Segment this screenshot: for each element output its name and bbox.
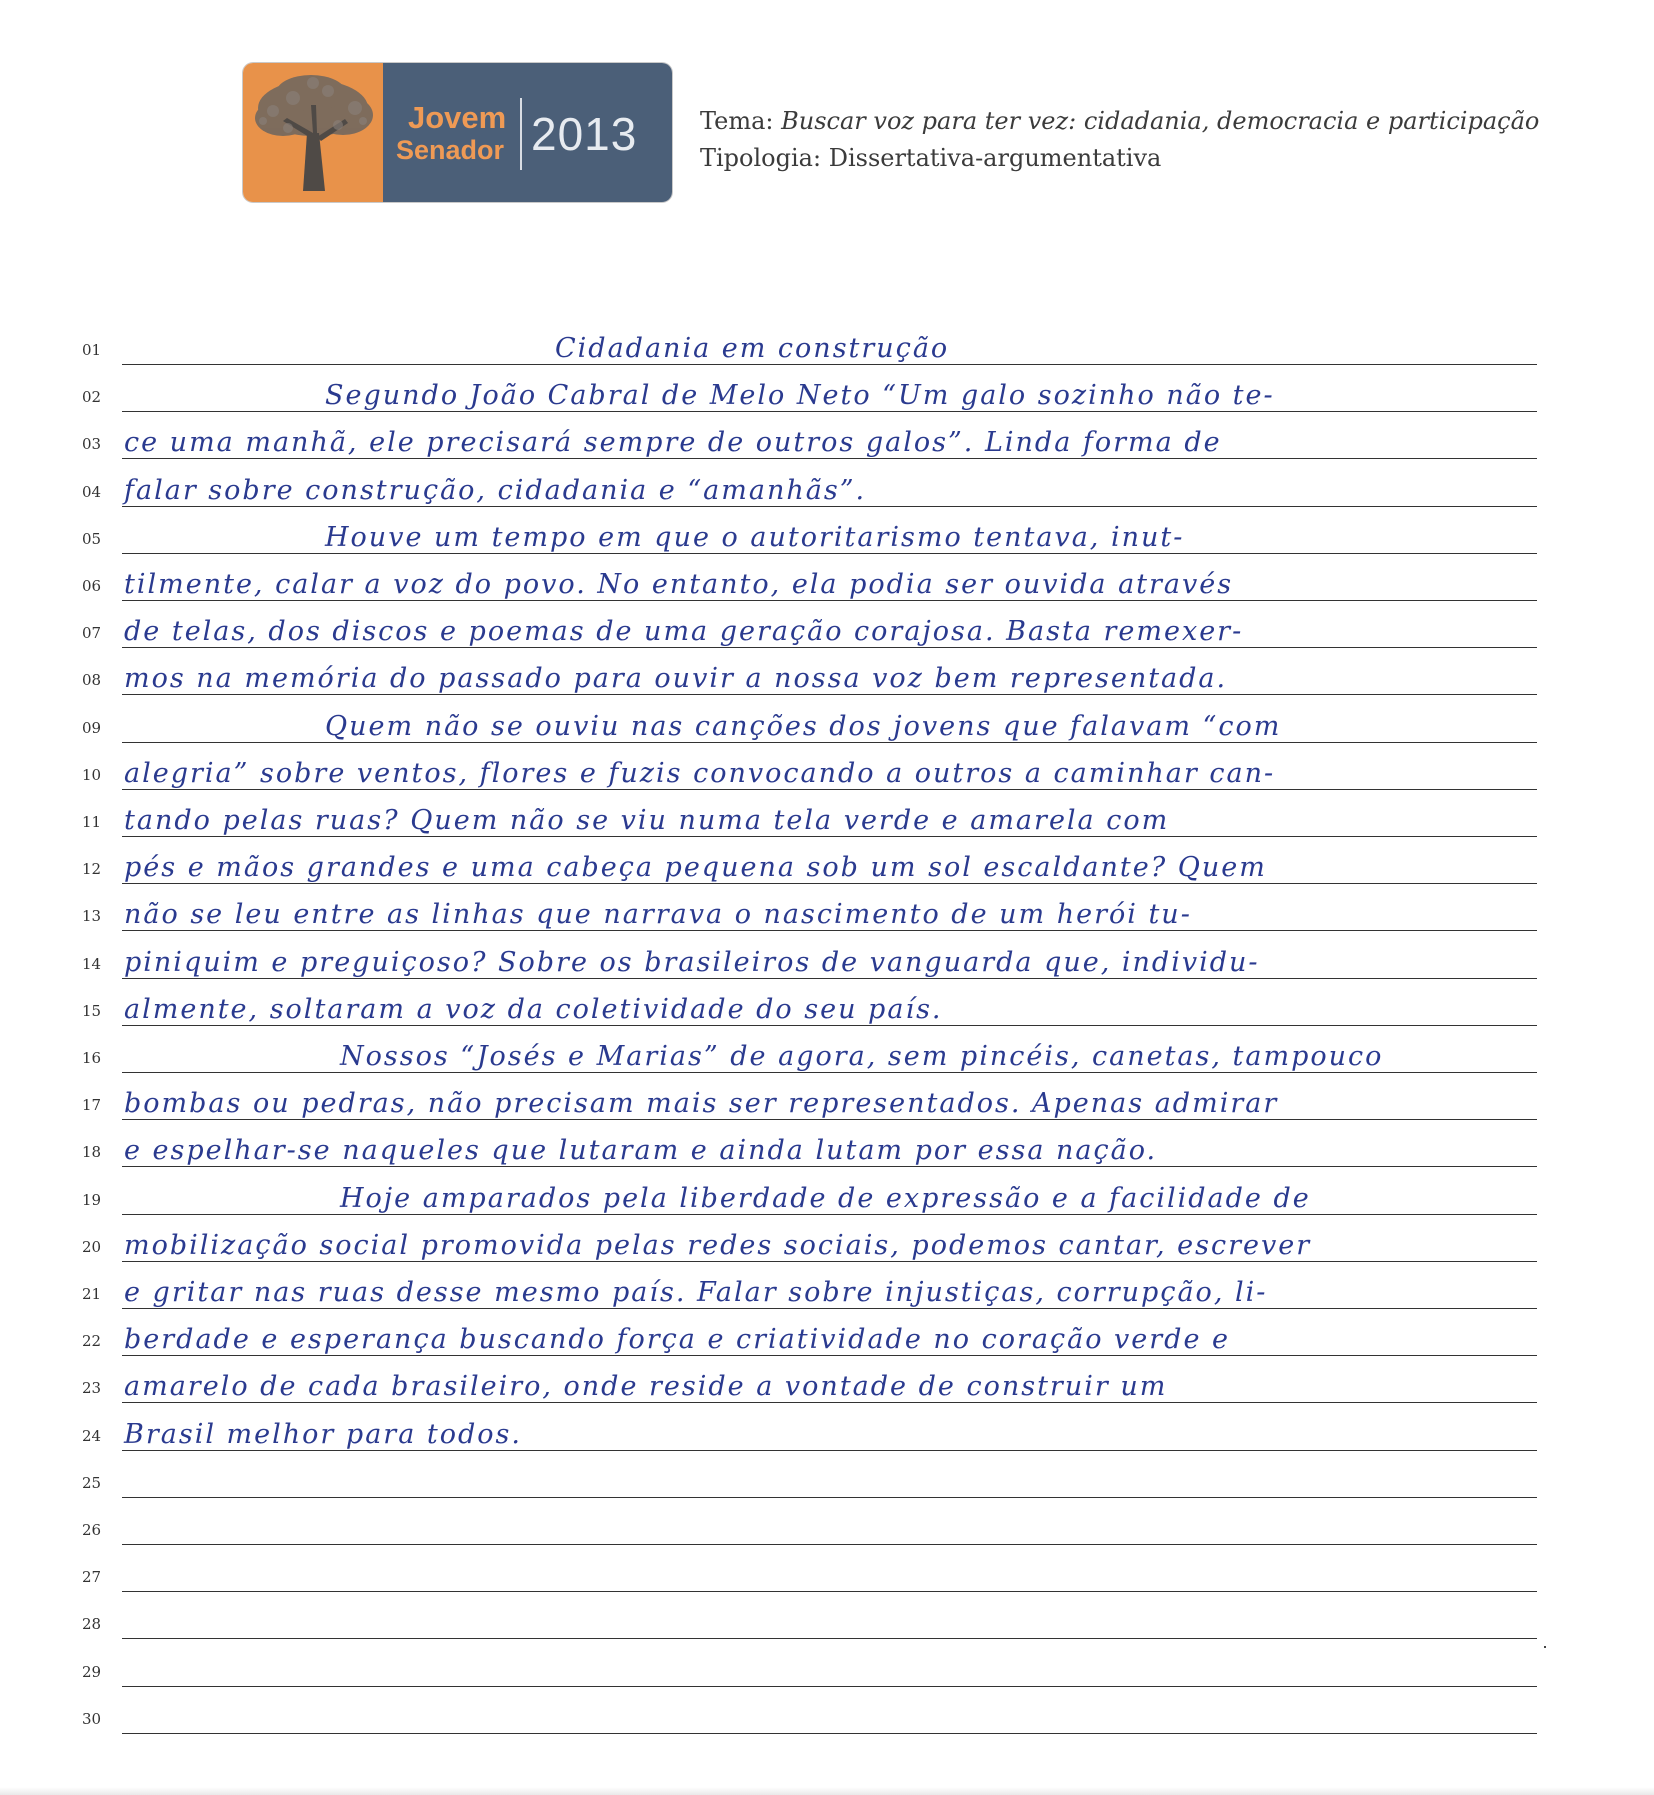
essay-line [0, 427, 1654, 465]
line-number: 03 [82, 435, 102, 454]
page-bottom-edge [0, 1787, 1654, 1795]
line-number: 09 [82, 718, 102, 737]
stray-dot [1544, 1646, 1546, 1648]
line-number: 27 [82, 1568, 102, 1587]
essay-line [0, 852, 1654, 890]
line-rule [122, 883, 1537, 884]
handwritten-text: de telas, dos discos e poemas de uma geração corajosa. Basta remexer- [124, 616, 1244, 648]
line-number: 01 [82, 341, 102, 359]
line-rule [122, 647, 1537, 648]
tema-label: Tema: [700, 107, 774, 135]
line-number: 16 [82, 1049, 102, 1067]
line-number: 30 [82, 1709, 102, 1728]
line-rule [122, 789, 1537, 790]
line-rule [122, 836, 1537, 837]
line-number: 15 [82, 1001, 102, 1020]
line-rule [122, 411, 1537, 412]
logo-jovem: Jovem [408, 100, 507, 135]
handwritten-text: tilmente, calar a voz do povo. No entanto, ela podia ser ouvida através [124, 569, 1234, 600]
line-rule [122, 1402, 1537, 1403]
essay-line [0, 474, 1654, 513]
line-rule [122, 458, 1537, 459]
essay-line [0, 380, 1654, 418]
essay-line [0, 1615, 1654, 1645]
line-number: 07 [82, 624, 102, 643]
essay-line [0, 1710, 1654, 1740]
handwritten-text: amarelo de cada brasileiro, onde reside a vontade de construir um [124, 1371, 1168, 1403]
line-number: 21 [82, 1285, 102, 1303]
essay-line [0, 993, 1654, 1032]
handwritten-text: mobilização social promovida pelas redes sociais, podemos cantar, escrever [124, 1229, 1312, 1261]
line-rule [122, 1261, 1537, 1262]
line-number: 18 [82, 1143, 102, 1162]
logo-senador: Senador [396, 135, 505, 165]
line-number: 28 [82, 1615, 102, 1634]
line-rule [122, 1355, 1537, 1356]
line-rule [122, 742, 1537, 743]
line-number: 25 [82, 1473, 102, 1492]
essay-line [0, 616, 1654, 654]
line-rule [122, 1497, 1537, 1498]
essay-line [0, 1521, 1654, 1551]
handwritten-text: ce uma manhã, ele precisará sempre de outros galos”. Linda forma de [124, 427, 1222, 459]
essay-line [0, 569, 1654, 607]
essay-line [0, 663, 1654, 701]
handwritten-text: piniquim e preguiçoso? Sobre os brasileiros de vanguarda que, individu- [124, 946, 1260, 978]
line-rule [122, 553, 1537, 554]
essay-line [0, 1324, 1654, 1362]
line-rule [122, 1638, 1537, 1639]
essay-line [0, 1041, 1654, 1079]
line-rule [122, 600, 1537, 601]
handwritten-text: Hoje amparados pela liberdade de expressão e a facilidade de [340, 1182, 1311, 1214]
line-number: 04 [82, 482, 102, 501]
line-number: 10 [82, 765, 102, 784]
tipologia-value: Dissertativa-argumentativa [828, 144, 1162, 172]
handwritten-text: pés e mãos grandes e uma cabeça pequena sob um sol escaldante? Quem [124, 852, 1267, 884]
line-rule [122, 1308, 1537, 1309]
line-number: 24 [82, 1426, 102, 1445]
line-number: 08 [82, 671, 102, 690]
line-rule [122, 978, 1537, 979]
line-rule [122, 506, 1537, 507]
handwritten-text: Segundo João Cabral de Melo Neto “Um galo sozinho não te- [325, 380, 1275, 412]
essay-line [0, 1568, 1654, 1598]
essay-line [0, 1474, 1654, 1504]
line-number: 11 [82, 813, 102, 831]
essay-line [0, 946, 1654, 985]
line-number: 06 [82, 577, 102, 595]
handwritten-text: mos na memória do passado para ouvir a nossa voz bem representada. [124, 663, 1228, 695]
essay-line [0, 1663, 1654, 1693]
handwritten-text: bombas ou pedras, não precisam mais ser representados. Apenas admirar [124, 1088, 1279, 1120]
line-number: 26 [82, 1521, 102, 1539]
tipologia-label: Tipologia: [700, 144, 822, 172]
handwritten-text: não se leu entre as linhas que narrava o nascimento de um herói tu- [124, 899, 1192, 931]
handwritten-text: Houve um tempo em que o autoritarismo tentava, inut- [325, 521, 1185, 553]
logo-year: 2013 [531, 108, 638, 160]
handwritten-text: alegria” sobre ventos, flores e fuzis convocando a outros a caminhar can- [124, 757, 1276, 789]
essay-line [0, 899, 1654, 937]
handwritten-text: Nossos “Josés e Marias” de agora, sem pincéis, canetas, tampouco [340, 1041, 1384, 1072]
handwritten-text: e espelhar-se naqueles que lutaram e ainda lutam por essa nação. [124, 1135, 1158, 1167]
line-rule [122, 1025, 1537, 1026]
essay-line [0, 333, 1654, 371]
line-rule [122, 1544, 1537, 1545]
line-number: 05 [82, 529, 102, 548]
handwritten-text: Cidadania em construção [555, 333, 950, 364]
line-number: 12 [82, 860, 102, 879]
line-rule [122, 1450, 1537, 1451]
tema-value: Buscar voz para ter vez: cidadania, democracia e participação [781, 107, 1540, 135]
essay-line [0, 1229, 1654, 1268]
handwritten-text: Brasil melhor para todos. [124, 1418, 522, 1450]
line-number: 29 [82, 1662, 102, 1681]
line-rule [122, 1214, 1537, 1215]
essay-line [0, 1371, 1654, 1409]
essay-line [0, 1135, 1654, 1173]
line-rule [122, 930, 1537, 931]
line-number: 22 [82, 1332, 102, 1351]
essay-line [0, 805, 1654, 843]
handwritten-text: almente, soltaram a voz da coletividade do seu país. [124, 993, 943, 1025]
line-rule [122, 364, 1537, 365]
essay-line [0, 1418, 1654, 1457]
essay-line [0, 1182, 1654, 1221]
line-number: 23 [82, 1379, 102, 1398]
line-number: 17 [82, 1096, 102, 1115]
line-rule [122, 1166, 1537, 1167]
line-number: 19 [82, 1190, 102, 1209]
handwritten-text: Quem não se ouviu nas canções dos jovens que falavam “com [325, 710, 1282, 742]
handwritten-text: e gritar nas ruas desse mesmo país. Falar sobre injustiças, corrupção, li- [124, 1277, 1268, 1308]
line-rule [122, 1686, 1537, 1687]
handwritten-text: falar sobre construção, cidadania e “amanhãs”. [124, 474, 867, 506]
line-number: 20 [82, 1237, 102, 1256]
line-number: 14 [82, 954, 102, 973]
essay-line [0, 1277, 1654, 1315]
essay-line [0, 521, 1654, 560]
handwritten-text: tando pelas ruas? Quem não se viu numa tela verde e amarela com [124, 805, 1170, 836]
essay-line [0, 710, 1654, 749]
line-number: 13 [82, 907, 102, 926]
line-rule [122, 1119, 1537, 1120]
essay-line [0, 757, 1654, 796]
line-rule [122, 1072, 1537, 1073]
line-number: 02 [82, 388, 102, 407]
handwritten-text: berdade e esperança buscando força e criatividade no coração verde e [124, 1324, 1231, 1356]
line-rule [122, 1733, 1537, 1734]
line-rule [122, 1591, 1537, 1592]
essay-line [0, 1088, 1654, 1126]
line-rule [122, 694, 1537, 695]
